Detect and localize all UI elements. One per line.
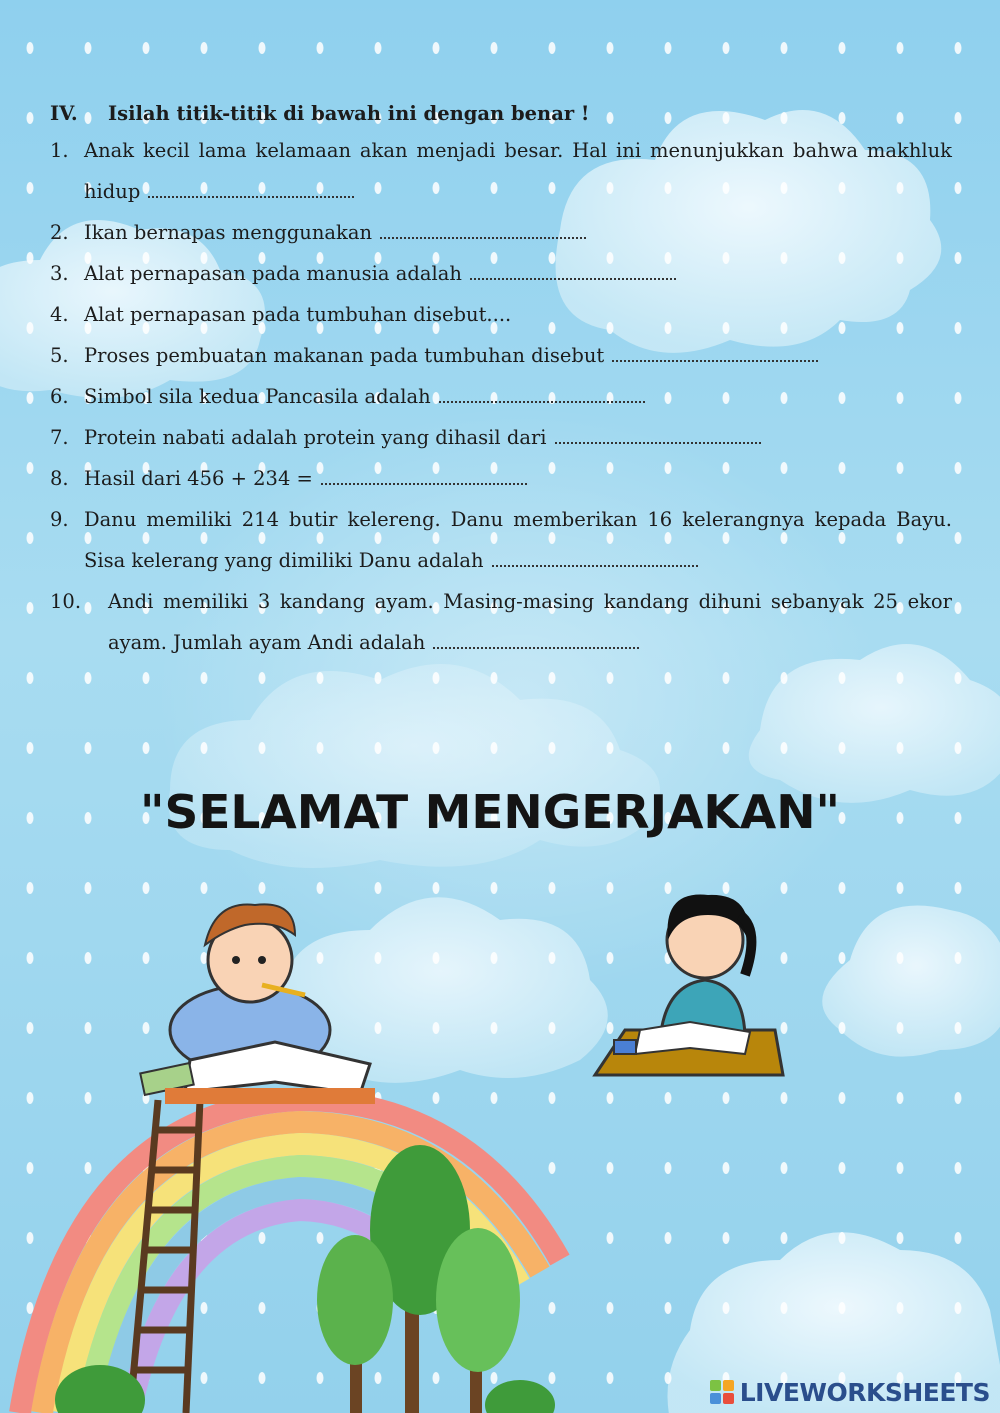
- question-item: [50, 581, 952, 663]
- question-text: Simbol sila kedua Pancasila adalah: [84, 385, 431, 408]
- answer-blank[interactable]: [439, 385, 645, 403]
- answer-blank[interactable]: [612, 344, 818, 362]
- question-text: Danu memiliki 214 butir kelereng. Danu memberikan 16 kelerangnya kepada Bayu. Sisa kelerang yang dimiliki Danu adalah: [84, 508, 952, 572]
- question-text: Hasil dari 456 + 234 =: [84, 467, 313, 490]
- answer-blank[interactable]: [492, 549, 698, 567]
- question-text: Alat pernapasan pada manusia adalah: [84, 262, 462, 285]
- answer-blank[interactable]: [433, 631, 639, 649]
- section-number: IV.: [50, 101, 78, 125]
- closing-banner: [120, 770, 860, 850]
- question-item: [50, 499, 952, 581]
- question-number: 5.: [50, 344, 69, 367]
- question-number: 4.: [50, 303, 69, 326]
- worksheet-content: [50, 96, 952, 663]
- question-number: 1.: [50, 139, 69, 162]
- question-item: [50, 212, 952, 253]
- answer-blank[interactable]: [555, 426, 761, 444]
- section-title: Isilah titik-titik di bawah ini dengan benar !: [108, 101, 590, 125]
- question-number: 10.: [50, 590, 82, 613]
- answer-blank[interactable]: [470, 262, 676, 280]
- question-number: 9.: [50, 508, 69, 531]
- answer-blank[interactable]: [321, 467, 527, 485]
- question-item: [50, 294, 952, 335]
- answer-blank[interactable]: [380, 221, 586, 239]
- question-number: 3.: [50, 262, 69, 285]
- liveworksheets-logo-icon: [710, 1380, 734, 1404]
- question-text: Protein nabati adalah protein yang dihasil dari: [84, 426, 547, 449]
- watermark-text: LIVEWORKSHEETS: [739, 1377, 990, 1407]
- question-item: [50, 130, 952, 212]
- question-item: [50, 417, 952, 458]
- question-item: [50, 376, 952, 417]
- question-number: 6.: [50, 385, 69, 408]
- question-text: Ikan bernapas menggunakan: [84, 221, 373, 244]
- question-number: 8.: [50, 467, 69, 490]
- question-item: [50, 458, 952, 499]
- question-text: Anak kecil lama kelamaan akan menjadi besar. Hal ini menunjukkan bahwa makhluk hidup: [84, 139, 952, 203]
- section-heading: [50, 96, 952, 130]
- answer-blank[interactable]: [148, 180, 354, 198]
- question-text: Alat pernapasan pada tumbuhan disebut....: [84, 303, 512, 326]
- question-text: Proses pembuatan makanan pada tumbuhan disebut: [84, 344, 605, 367]
- question-item: [50, 335, 952, 376]
- question-number: 7.: [50, 426, 69, 449]
- banner-text: "SELAMAT MENGERJAKAN": [140, 785, 840, 839]
- question-item: [50, 253, 952, 294]
- liveworksheets-watermark: [710, 1375, 990, 1409]
- question-number: 2.: [50, 221, 69, 244]
- question-text: Andi memiliki 3 kandang ayam. Masing-masing kandang dihuni sebanyak 25 ekor ayam. Jumlah ayam Andi adalah: [108, 590, 952, 654]
